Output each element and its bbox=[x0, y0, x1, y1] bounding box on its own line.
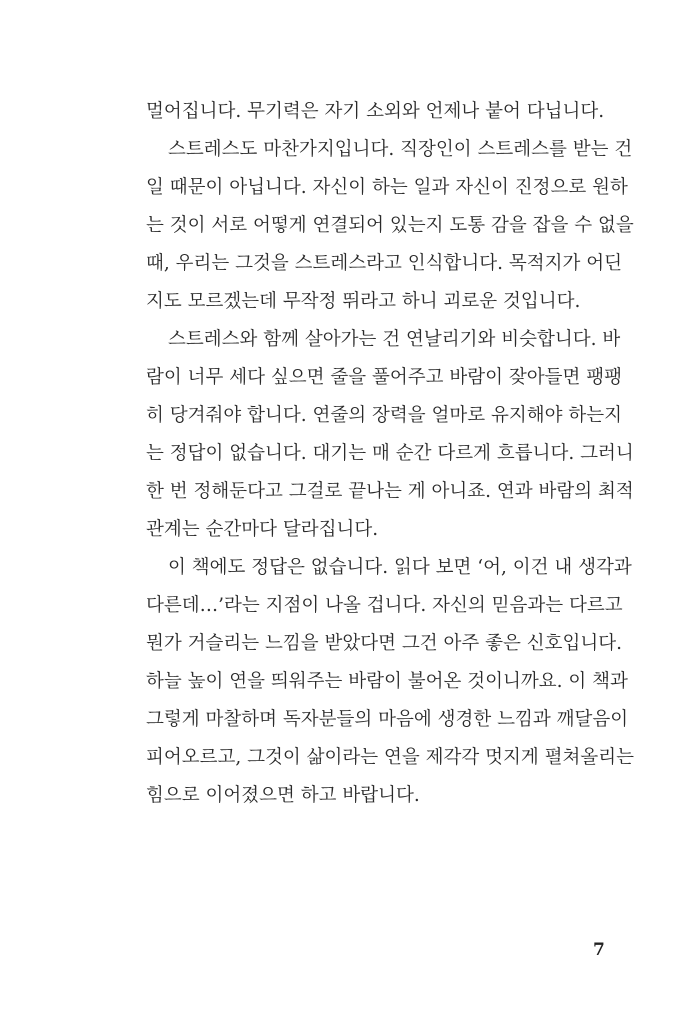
text-line: 하늘 높이 연을 띄워주는 바람이 불어온 것이니까요. 이 책과 bbox=[146, 671, 628, 692]
text-line: 힘으로 이어졌으면 하고 바랍니다. bbox=[146, 785, 420, 806]
text-line: 스트레스와 함께 살아가는 건 연날리기와 비슷합니다. 바 bbox=[168, 329, 621, 350]
text-line: 는 것이 서로 어떻게 연결되어 있는지 도통 감을 잡을 수 없을 bbox=[146, 215, 634, 236]
paragraph bbox=[146, 131, 634, 321]
text-line: 관계는 순간마다 달라집니다. bbox=[146, 519, 379, 540]
text-line: 히 당겨줘야 합니다. 연줄의 장력을 얼마로 유지해야 하는지 bbox=[146, 405, 622, 426]
text-line: 람이 너무 세다 싶으면 줄을 풀어주고 바람이 잦아들면 팽팽 bbox=[146, 367, 622, 388]
text-line: 는 정답이 없습니다. 대기는 매 순간 다르게 흐릅니다. 그러니 bbox=[146, 443, 634, 464]
text-line: 멀어집니다. 무기력은 자기 소외와 언제나 붙어 다닙니다. bbox=[146, 101, 605, 122]
text-line: 지도 모르겠는데 무작정 뛰라고 하니 괴로운 것입니다. bbox=[146, 291, 581, 312]
text-line: 일 때문이 아닙니다. 자신이 하는 일과 자신이 진정으로 원하 bbox=[146, 177, 628, 198]
text-line: 때, 우리는 그것을 스트레스라고 인식합니다. 목적지가 어딘 bbox=[146, 253, 622, 274]
text-line: 이 책에도 정답은 없습니다. 읽다 보면 ‘어, 이건 내 생각과 bbox=[168, 557, 632, 578]
page-number: 7 bbox=[593, 940, 605, 960]
text-line: 다른데…’라는 지점이 나올 겁니다. 자신의 믿음과는 다르고 bbox=[146, 595, 623, 616]
text-line: 한 번 정해둔다고 그걸로 끝나는 게 아니죠. 연과 바람의 최적 bbox=[146, 481, 634, 502]
paragraph bbox=[146, 549, 634, 815]
body-text bbox=[146, 93, 634, 815]
text-line: 뭔가 거슬리는 느낌을 받았다면 그건 아주 좋은 신호입니다. bbox=[146, 633, 622, 654]
text-line: 스트레스도 마찬가지입니다. 직장인이 스트레스를 받는 건 bbox=[168, 139, 633, 160]
text-line: 그렇게 마찰하며 독자분들의 마음에 생경한 느낌과 깨달음이 bbox=[146, 709, 629, 730]
text-line: 피어오르고, 그것이 삶이라는 연을 제각각 멋지게 펼쳐올리는 bbox=[146, 747, 634, 768]
paragraph bbox=[146, 321, 634, 549]
paragraph bbox=[146, 93, 606, 131]
